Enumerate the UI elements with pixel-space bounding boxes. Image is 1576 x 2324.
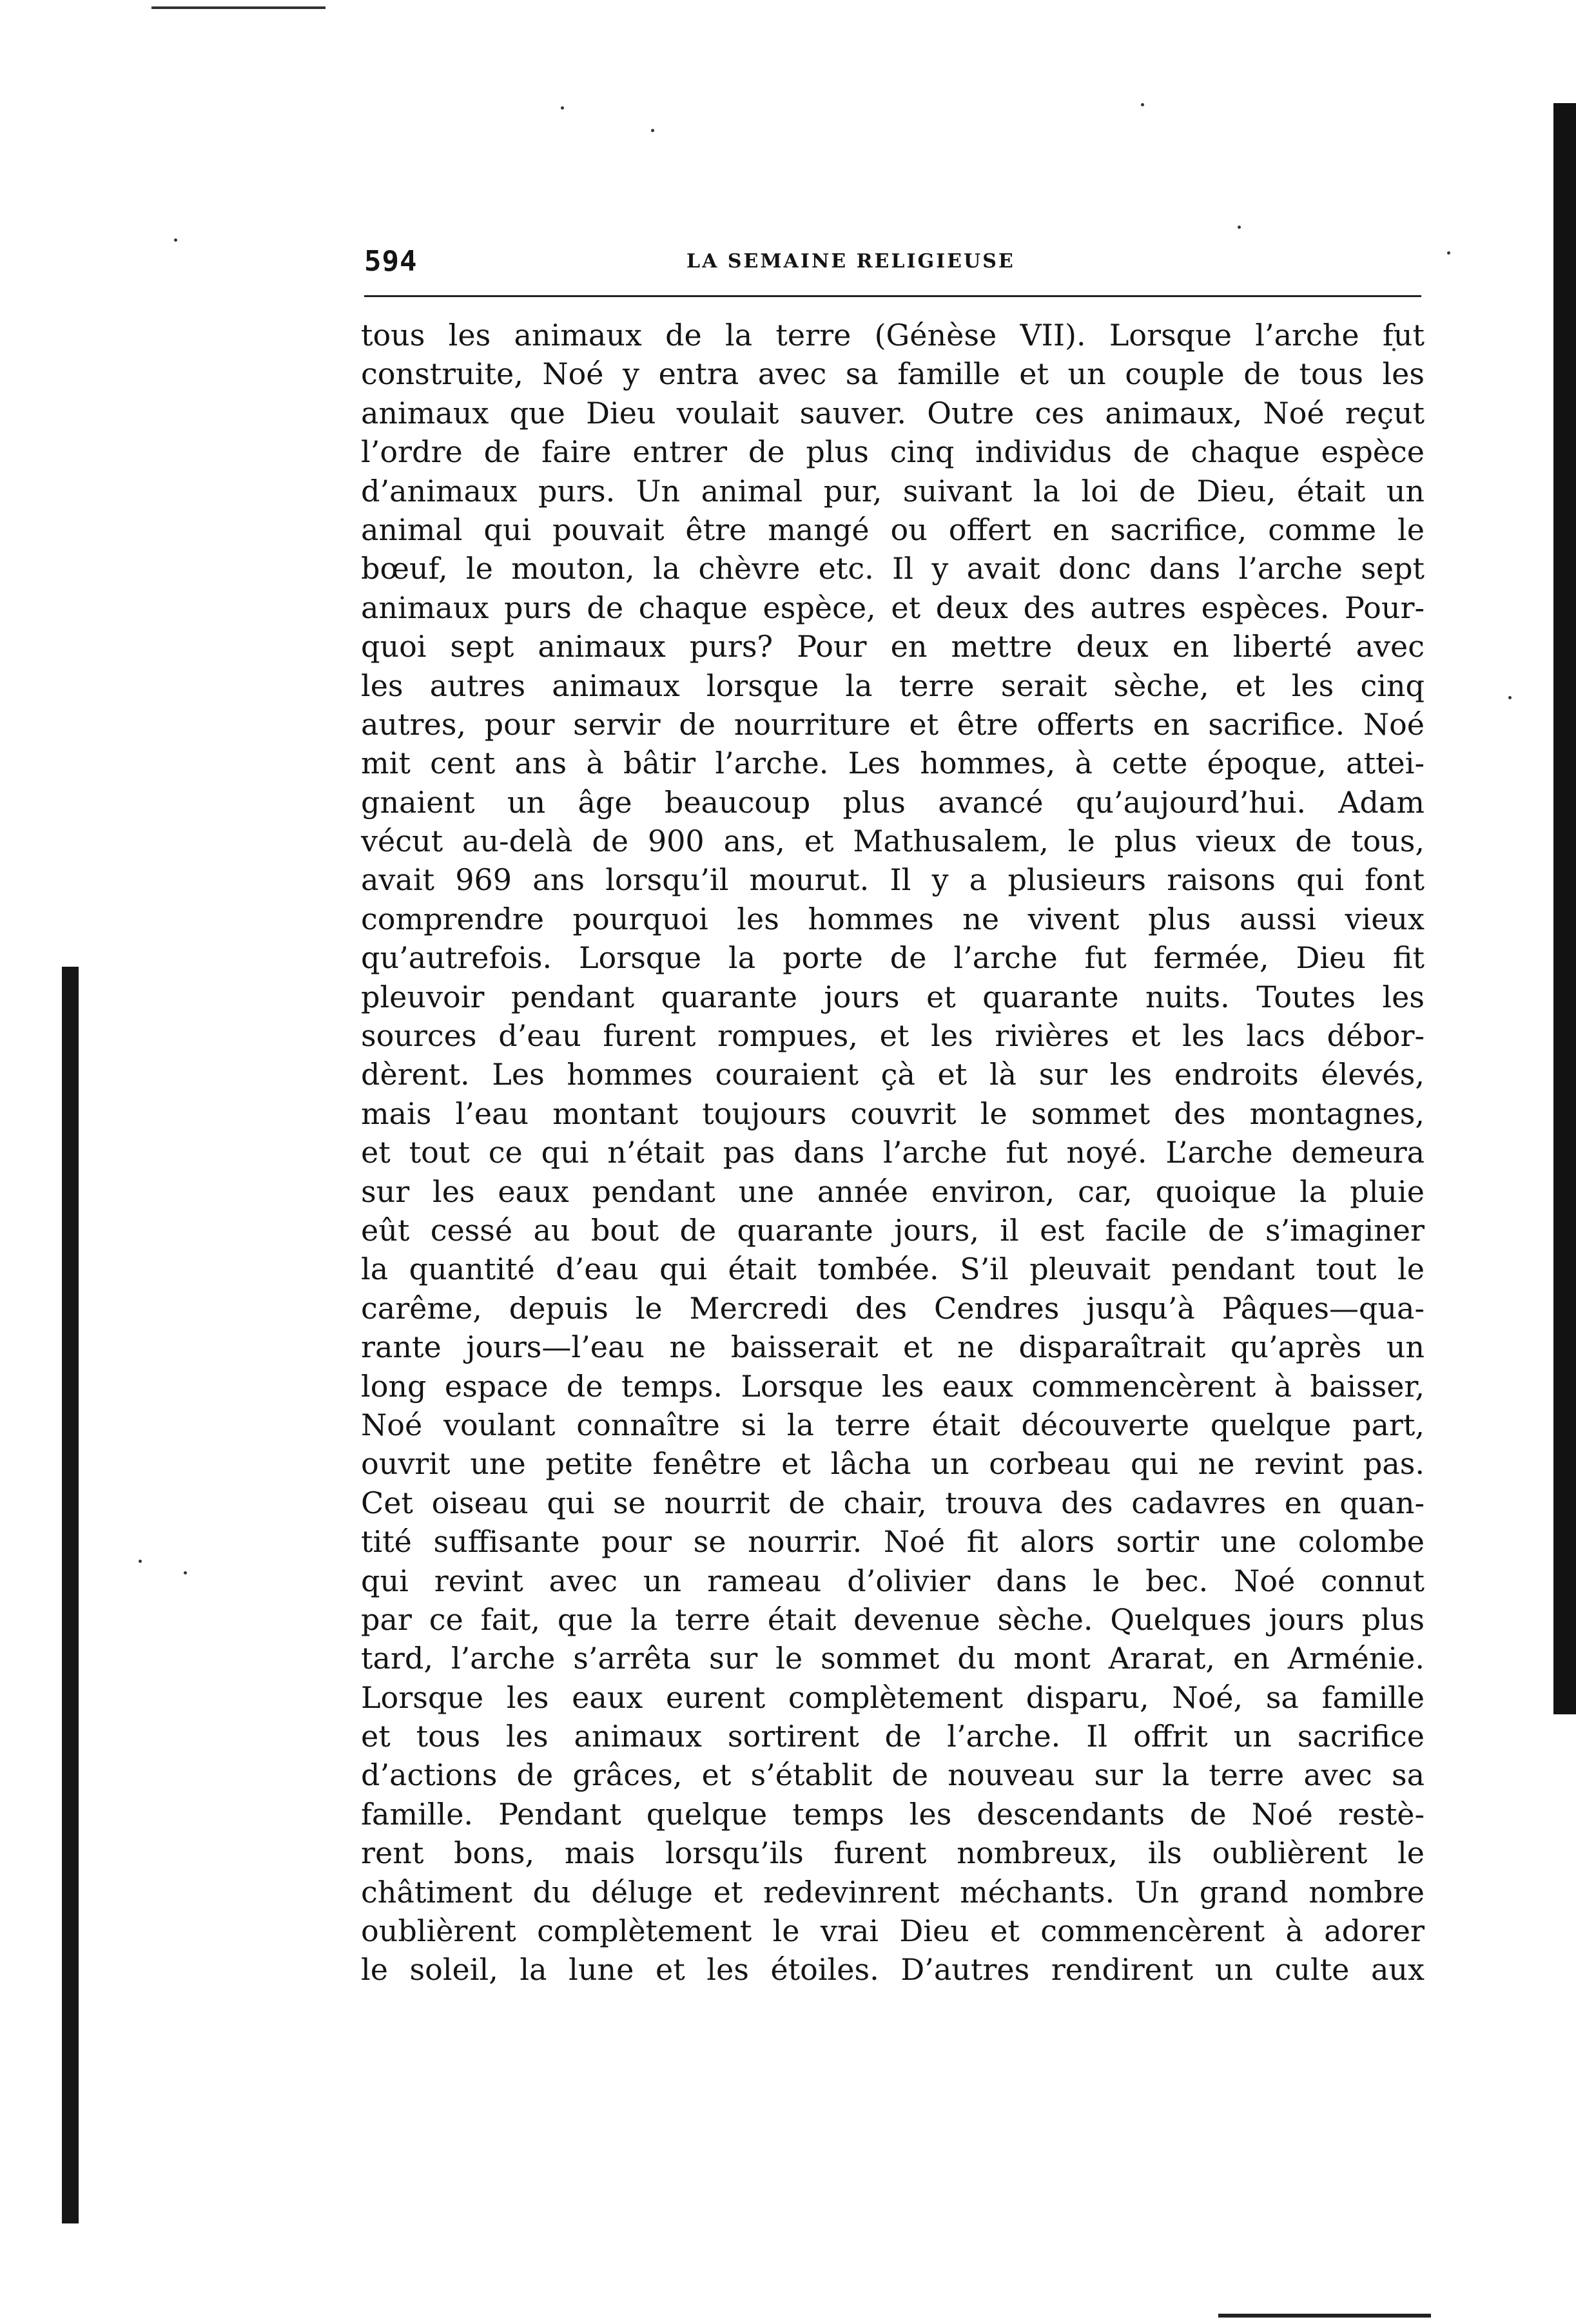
text-line: construite, Noé y entra avec sa famille et un couple de tous les [361,356,1425,392]
text-line: châtiment du déluge et redevinrent méchants. Un grand nombre [361,1874,1425,1910]
body-text [361,316,1425,1990]
text-line: rante jours—l’eau ne baisserait et ne disparaîtrait qu’après un [361,1330,1425,1365]
scan-artifact-top [151,6,326,9]
text-line: Noé voulant connaître si la terre était découverte quelque part, [361,1407,1425,1442]
text-line: et tous les animaux sortirent de l’arche. Il offrit un sacrifice [361,1719,1425,1754]
text-line: eût cessé au bout de quarante jours, il est facile de s’imaginer [361,1212,1425,1248]
text-line: pleuvoir pendant quarante jours et quarante nuits. Toutes les [361,979,1425,1014]
scan-speck [174,238,177,242]
scan-speck [1238,226,1241,229]
text-line: tous les animaux de la terre (Génèse VII). Lorsque l’arche fut [361,318,1425,353]
text-line: d’actions de grâces, et s’établit de nouveau sur la terre avec sa [361,1758,1425,1793]
text-line: long espace de temps. Lorsque les eaux commencèrent à baisser, [361,1368,1425,1404]
text-line: comprendre pourquoi les hommes ne vivent plus aussi vieux [361,901,1425,936]
text-line: dèrent. Les hommes couraient çà et là sur les endroits élevés, [361,1057,1425,1092]
text-line: oublièrent complètement le vrai Dieu et commencèrent à adorer [361,1913,1425,1949]
text-line: par ce fait, que la terre était devenue sèche. Quelques jours plus [361,1602,1425,1637]
scan-speck [139,1560,142,1563]
text-line: mit cent ans à bâtir l’arche. Les hommes, à cette époque, attei- [361,746,1425,781]
text-line: qui revint avec un rameau d’olivier dans le bec. Noé connut [361,1563,1425,1598]
text-line: animaux purs de chaque espèce, et deux des autres espèces. Pour- [361,590,1425,625]
running-head [364,245,1421,278]
running-title: LA SEMAINE RELIGIEUSE [686,250,1015,273]
text-line: rent bons, mais lorsqu’ils furent nombreux, ils oublièrent le [361,1835,1425,1871]
scan-speck [561,106,564,110]
text-line: avait 969 ans lorsqu’il mourut. Il y a plusieurs raisons qui font [361,862,1425,898]
text-line: famille. Pendant quelque temps les descendants de Noé restè- [361,1796,1425,1832]
text-line: ouvrit une petite fenêtre et lâcha un corbeau qui ne revint pas. [361,1446,1425,1482]
scan-speck [1141,103,1144,106]
text-line: gnaient un âge beaucoup plus avancé qu’aujourd’hui. Adam [361,784,1425,820]
text-line: mais l’eau montant toujours couvrit le sommet des montagnes, [361,1096,1425,1131]
text-line: Lorsque les eaux eurent complètement disparu, Noé, sa famille [361,1680,1425,1715]
text-line: et tout ce qui n’était pas dans l’arche fut noyé. L’arche demeura [361,1135,1425,1170]
header-rule [364,295,1421,297]
scan-edge-right [1553,103,1576,1714]
scan-speck [651,129,654,132]
text-line: carême, depuis le Mercredi des Cendres jusqu’à Pâques—qua- [361,1290,1425,1326]
scan-artifact-bottom [1218,2314,1431,2318]
page-number: 594 [364,245,418,278]
text-line: autres, pour servir de nourriture et être offerts en sacrifice. Noé [361,706,1425,742]
text-line: d’animaux purs. Un animal pur, suivant la loi de Dieu, était un [361,473,1425,508]
text-line: animaux que Dieu voulait sauver. Outre ces animaux, Noé reçut [361,395,1425,431]
text-line: le soleil, la lune et les étoiles. D’autres rendirent un culte aux [361,1952,1425,1988]
text-line: la quantité d’eau qui était tombée. S’il pleuvait pendant tout le [361,1252,1425,1287]
text-line: les autres animaux lorsque la terre serait sèche, et les cinq [361,668,1425,703]
text-line: bœuf, le mouton, la chèvre etc. Il y avait donc dans l’arche sept [361,551,1425,586]
text-line: qu’autrefois. Lorsque la porte de l’arche fut fermée, Dieu fit [361,940,1425,976]
scan-speck [184,1571,187,1574]
text-line: l’ordre de faire entrer de plus cinq individus de chaque espèce [361,434,1425,470]
scan-speck [1447,251,1450,255]
scan-speck [1508,696,1512,699]
text-line: vécut au-delà de 900 ans, et Mathusalem, le plus vieux de tous, [361,824,1425,859]
text-line: animal qui pouvait être mangé ou offert en sacrifice, comme le [361,512,1425,547]
text-line: tard, l’arche s’arrêta sur le sommet du mont Ararat, en Arménie. [361,1641,1425,1676]
scan-edge-left [62,967,79,2223]
text-line: sources d’eau furent rompues, et les rivières et les lacs débor- [361,1018,1425,1054]
text-line: tité suffisante pour se nourrir. Noé fit alors sortir une colombe [361,1524,1425,1560]
text-line: quoi sept animaux purs? Pour en mettre deux en liberté avec [361,629,1425,664]
text-line: Cet oiseau qui se nourrit de chair, trouva des cadavres en quan- [361,1485,1425,1520]
text-line: sur les eaux pendant une année environ, car, quoique la pluie [361,1174,1425,1209]
